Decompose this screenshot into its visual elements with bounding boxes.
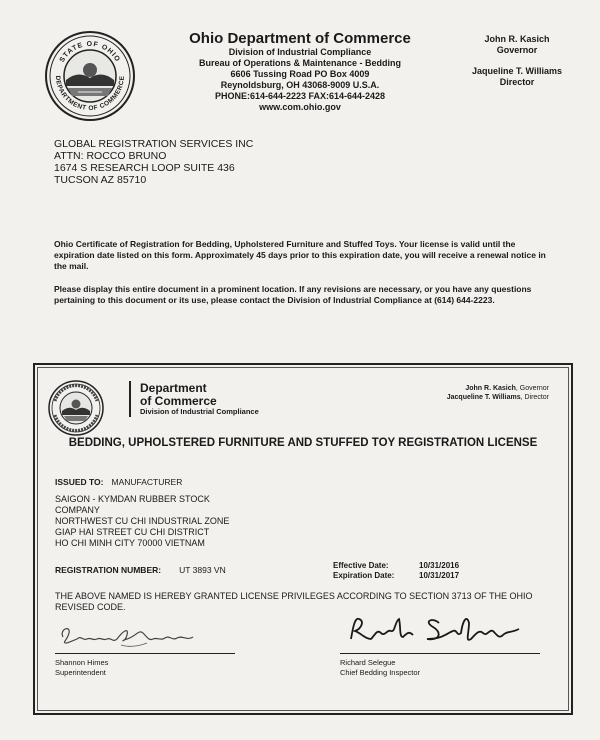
holder-line: NORTHWEST CU CHI INDUSTRIAL ZONE — [55, 516, 230, 526]
letterhead-line: Division of Industrial Compliance — [228, 47, 372, 57]
intro-paragraph: Ohio Certificate of Registration for Bedding, Upholstered Furniture and Stuffed Toys. Your license is valid until the expiration date listed on this form. Approximately 45 days prior to this expiration date, you will receive a renewal notice in the mail. — [54, 239, 546, 271]
divider-bar — [129, 381, 131, 417]
superintendent-signature — [57, 617, 207, 651]
signer-name: Richard Selegue — [340, 658, 396, 667]
holder-line: SAIGON - KYMDAN RUBBER STOCK — [55, 494, 210, 504]
letterhead-line: 6606 Tussing Road PO Box 4009 — [230, 69, 370, 79]
address-line: ATTN: ROCCO BRUNO — [54, 150, 167, 162]
effective-label: Effective Date: — [333, 561, 389, 570]
signer-title: Superintendent — [55, 668, 106, 677]
display-paragraph: Please display this entire document in a prominent location. If any revisions are necessary, or you have any questions pertaining to this document or its use, please contact the Division of Industrial Compliance at (614) 644-2223. — [54, 284, 532, 305]
registration-label: REGISTRATION NUMBER: — [55, 565, 162, 575]
signer-title: Chief Bedding Inspector — [340, 668, 421, 677]
effective-value: 10/31/2016 — [419, 561, 460, 570]
seal-text-bottom: DEPARTMENT OF COMMERCE — [53, 75, 127, 113]
license-dates — [333, 561, 459, 581]
certificate-division: Division of Industrial Compliance — [140, 407, 259, 416]
officials-block — [452, 34, 582, 88]
registration-number — [55, 565, 226, 575]
dept-line: Department — [140, 381, 207, 395]
director-title: Director — [499, 77, 535, 87]
department-title: Ohio Department of Commerce — [189, 30, 411, 47]
registration-value: UT 3893 VN — [179, 565, 226, 575]
certificate-department — [140, 382, 217, 408]
address-line: GLOBAL REGISTRATION SERVICES INC — [54, 138, 254, 150]
governor-name: John R. Kasich — [484, 34, 550, 44]
signature-line — [340, 653, 540, 654]
license-holder — [55, 494, 315, 549]
letterhead-line: Reynoldsburg, OH 43068-9009 U.S.A. — [220, 80, 380, 90]
expiration-label: Expiration Date: — [333, 571, 395, 580]
letterhead-phone: PHONE:614-644-2223 FAX:614-644-2428 — [214, 91, 386, 101]
address-line: TUCSON AZ 85710 — [54, 174, 147, 186]
signer-inspector — [340, 658, 420, 678]
inspector-signature — [343, 609, 553, 649]
ohio-seal-certificate — [47, 379, 105, 437]
mailing-address — [54, 138, 253, 186]
issued-to-label: ISSUED TO: — [55, 477, 104, 487]
holder-line: COMPANY — [55, 505, 100, 515]
signature-line — [55, 653, 235, 654]
license-title: BEDDING, UPHOLSTERED FURNITURE AND STUFFED TOY REGISTRATION LICENSE — [68, 437, 538, 449]
governor-title: Governor — [496, 45, 538, 55]
issued-to-value: MANUFACTURER — [111, 477, 183, 487]
signer-name: Shannon Himes — [55, 658, 109, 667]
certificate-governor: John R. Kasich, Governor — [465, 385, 549, 392]
issued-to — [55, 477, 182, 487]
address-line: 1674 S RESEARCH LOOP SUITE 436 — [54, 162, 235, 174]
letterhead-line: Bureau of Operations & Maintenance - Bedding — [198, 58, 402, 68]
ohio-seal-letterhead — [44, 30, 136, 122]
certificate-director: Jacqueline T. Williams, Director — [446, 394, 549, 401]
holder-line: GIAP HAI STREET CU CHI DISTRICT — [55, 527, 210, 537]
expiration-value: 10/31/2017 — [419, 571, 460, 580]
seal-text-top: STATE OF OHIO — [58, 40, 122, 64]
dept-line: of Commerce — [140, 394, 217, 408]
letterhead-website: www.com.ohio.gov — [259, 102, 341, 112]
holder-line: HO CHI MINH CITY 70000 VIETNAM — [55, 538, 205, 548]
grant-statement: THE ABOVE NAMED IS HEREBY GRANTED LICENSE PRIVILEGES ACCORDING TO SECTION 3713 OF THE OHIO REVISED CODE. — [55, 591, 533, 612]
letterhead — [150, 30, 450, 113]
license-certificate — [33, 363, 573, 715]
signer-superintendent — [55, 658, 108, 678]
certificate-officials — [447, 384, 549, 402]
director-name: Jaqueline T. Williams — [472, 66, 562, 76]
